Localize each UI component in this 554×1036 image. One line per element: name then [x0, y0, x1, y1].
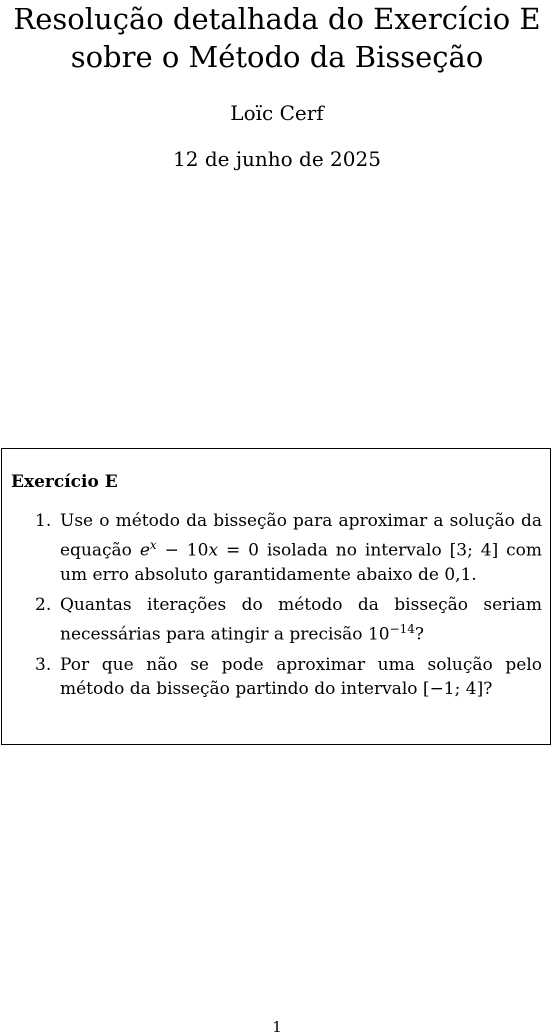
document-title	[0, 0, 554, 76]
page-number: 1	[272, 1018, 282, 1036]
item-number: 3.	[35, 655, 52, 675]
date: 12 de junho de 2025	[173, 147, 381, 171]
item-text: Quantas iterações do método da bisseção seriam necessárias para atingir a precisão $10^{-14}$?	[60, 595, 542, 645]
title-line-1: Resolução detalhada do Exercício E	[13, 2, 541, 36]
item-number: 2.	[35, 595, 52, 615]
title-line-2: sobre o Método da Bisseção	[70, 40, 484, 74]
author: Loïc Cerf	[230, 101, 324, 125]
item-number: 1.	[35, 511, 52, 531]
item-text: Use o método da bisseção para aproximar a solução da equação $e^x - 10x = 0$ isolada no intervalo [3; 4] com um erro absoluto garantidamente abaixo de 0,1.	[60, 511, 542, 585]
item-text: Por que não se pode aproximar uma solução pelo método da bisseção partindo do intervalo [−1; 4]?	[60, 655, 542, 699]
exercise-heading: Exercício E	[11, 472, 118, 492]
